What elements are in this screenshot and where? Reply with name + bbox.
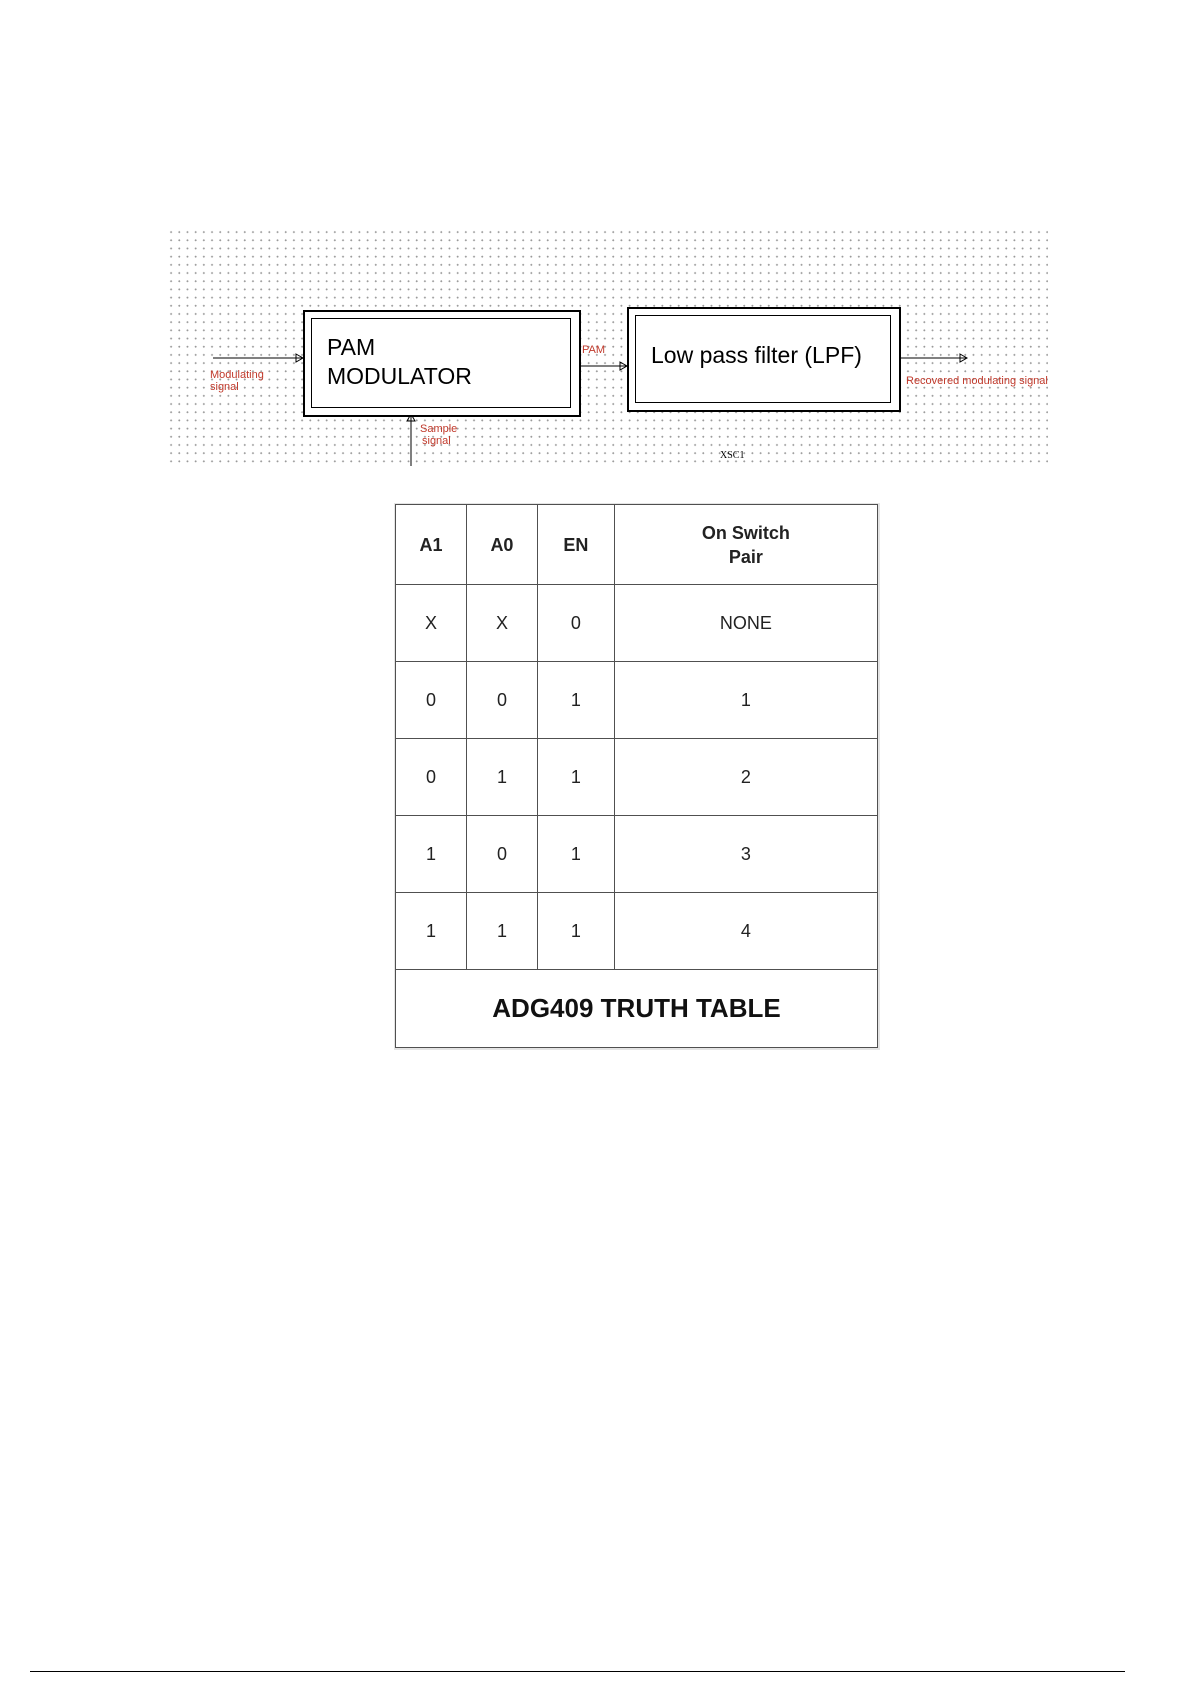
cell-a0: 1: [466, 739, 537, 816]
table-row: [396, 816, 878, 893]
cell-pair: NONE: [614, 585, 877, 662]
cell-a1: 1: [396, 893, 467, 970]
lpf-label: Low pass filter (LPF): [651, 342, 862, 368]
cell-pair: 4: [614, 893, 877, 970]
pam-label: PAM: [582, 344, 606, 356]
cell-en: 0: [537, 585, 614, 662]
pam-modulator-line1: PAM: [327, 334, 376, 360]
cell-a0: 1: [466, 893, 537, 970]
header-a0: A0: [466, 505, 537, 585]
header-a1: A1: [396, 505, 467, 585]
cell-en: 1: [537, 739, 614, 816]
cell-a0: X: [466, 585, 537, 662]
sample-label-2: signal: [422, 435, 451, 447]
header-pair: Pair: [728, 546, 763, 567]
cell-a0: 0: [466, 662, 537, 739]
table-row: [396, 893, 878, 970]
cell-pair: 3: [614, 816, 877, 893]
schematic-wires: [167, 228, 1048, 466]
header-en: EN: [537, 505, 614, 585]
page-footer-rule: [30, 1671, 1125, 1672]
cell-pair: 1: [614, 662, 877, 739]
modulating-label-2: signal: [210, 381, 239, 393]
table-row: [396, 585, 878, 662]
cell-en: 1: [537, 662, 614, 739]
table-row: [396, 739, 878, 816]
modulating-label-1: Modulating: [210, 369, 264, 381]
cell-a1: 0: [396, 662, 467, 739]
table-row: [396, 662, 878, 739]
lpf-block: [627, 307, 901, 412]
table-caption: ADG409 TRUTH TABLE: [396, 970, 878, 1048]
table-header-row: [396, 505, 878, 585]
truth-table: [395, 504, 878, 1048]
cell-a1: 1: [396, 816, 467, 893]
xsc1-label: XSC1: [720, 450, 745, 461]
cell-a0: 0: [466, 816, 537, 893]
cell-en: 1: [537, 816, 614, 893]
pam-modulator-block: [303, 310, 581, 417]
pam-schematic: [167, 228, 1048, 466]
cell-a1: X: [396, 585, 467, 662]
header-on-switch-pair: [614, 505, 877, 585]
sample-label-1: Sample: [420, 423, 458, 435]
cell-pair: 2: [614, 739, 877, 816]
cell-en: 1: [537, 893, 614, 970]
cell-a1: 0: [396, 739, 467, 816]
pam-modulator-line2: MODULATOR: [327, 363, 472, 389]
header-on-switch: On Switch: [701, 522, 790, 543]
table-caption-row: [396, 970, 878, 1048]
truth-table-frame: [394, 503, 880, 1050]
recovered-label: Recovered modulating signal: [906, 375, 1048, 387]
